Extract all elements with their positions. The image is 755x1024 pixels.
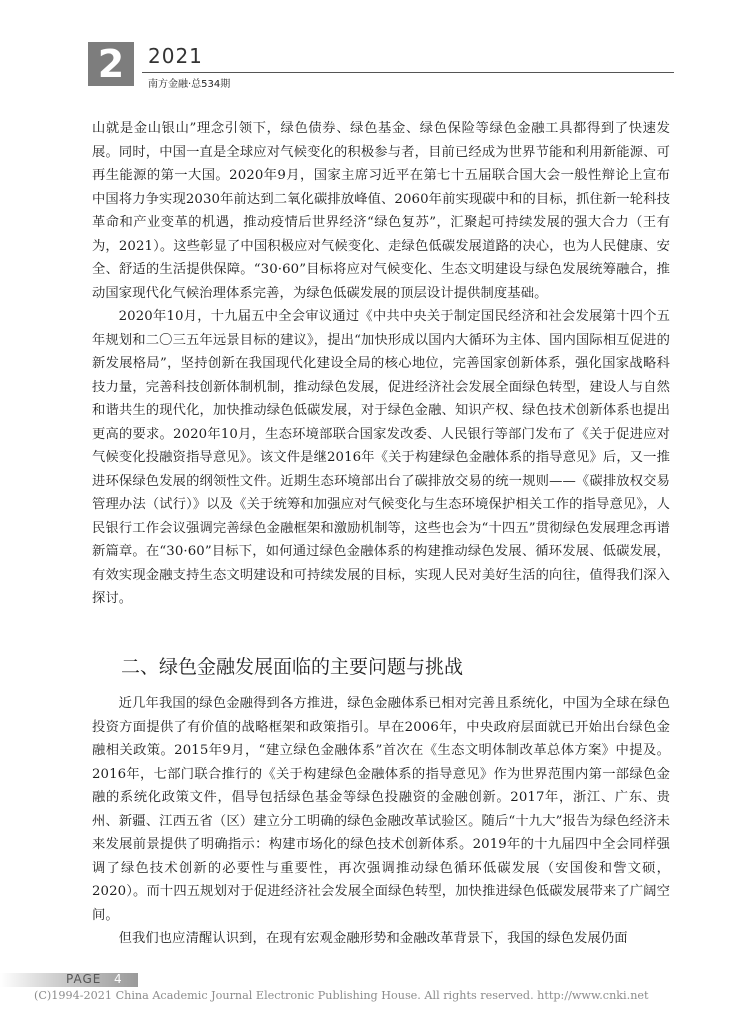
page-number: 4 [114,972,122,986]
journal-issue-label: 南方金融·总534期 [148,79,231,90]
paragraph: 但我们也应清醒认识到，在现有宏观金融形势和金融改革背景下，我国的绿色发展仍面 [118,931,628,946]
article-body-top [92,117,670,611]
paragraph: 2020年10月，十九届五中全会审议通过《中共中央关于制定国民经济和社会发展第十四个五年规划和二〇三五年远景目标的建议》，提出“加快形成以国内大循环为主体、国内国际相互促进的新发展格局”，坚持创新在我国现代化建设全局的核心地位，完善国家创新体系，强化国家战略科技力量，完善科技创新体制机制，推动绿色发展，促进经济社会发展全面绿色转型，建设人与自然和谐共生的现代化，加快推动绿色低碳发展，对于绿色金融、知识产权、绿色技术创新体系也提出更高的要求。2020年10月，生态环境部联合国家发改委、人民银行等部门发布了《关于促进应对气候变化投融资指导意见》。该文件是继2016年《关于构建绿色金融体系的指导意见》后，又一推进环保绿色发展的纲领性文件。近期生态环境部出台了碳排放交易的统一规则——《碳排放权交易管理办法（试行）》以及《关于统筹和加强应对气候变化与生态环境保护相关工作的指导意见》，人民银行工作会议强调完善绿色金融框架和激励机制等，这些也会为“十四五”贯彻绿色发展理念再谱新篇章。在“30·60”目标下，如何通过绿色金融体系的构建推动绿色发展、循环发展、低碳发展，有效实现金融支持生态文明建设和可持续发展的目标，实现人民对美好生活的向往，值得我们深入探讨。 [92,309,670,606]
paragraph: 近几年我国的绿色金融得到各方推进，绿色金融体系已相对完善且系统化，中国为全球在绿色投资方面提供了有价值的战略框架和政策指引。早在2006年，中央政府层面就已开始出台绿色金融相关政策。2015年9月，“建立绿色金融体系”首次在《生态文明体制改革总体方案》中提及。2016年，七部门联合推行的《关于构建绿色金融体系的指导意见》作为世界范围内第一部绿色金融的系统化政策文件，倡导包括绿色基金等绿色投融资的金融创新。2017年，浙江、广东、贵州、新疆、江西五省（区）建立分工明确的绿色金融改革试验区。随后“十九大”报告为绿色经济未来发展前景提供了明确指示：构建市场化的绿色技术创新体系。2019年的十九届四中全会同样强调了绿色技术创新的必要性与重要性，再次强调推动绿色循环低碳发展（安国俊和訾文硕，2020）。而十四五规划对于促进经济社会发展全面绿色转型，加快推进绿色低碳发展带来了广阔空间。 [92,696,670,923]
section-heading: 二、绿色金融发展面临的主要问题与挑战 [121,656,464,678]
header-divider [142,72,674,73]
paragraph-continued: 山就是金山银山”理念引领下，绿色债券、绿色基金、绿色保险等绿色金融工具都得到了快速发展。同时，中国一直是全球应对气候变化的积极参与者，目前已经成为世界节能和利用新能源、可再生能源的第一大国。2020年9月，国家主席习近平在第七十五届联合国大会一般性辩论上宣布中国将力争实现2030年前达到二氧化碳排放峰值、2060年前实现碳中和的目标，抓住新一轮科技革命和产业变革的机遇，推动疫情后世界经济“绿色复苏”，汇聚起可持续发展的强大合力（王有为，2021）。这些彰显了中国积极应对气候变化、走绿色低碳发展道路的决心，也为人民健康、安全、舒适的生活提供保障。“30·60”目标将应对气候变化、生态文明建设与绿色发展统筹融合，推动国家现代化气候治理体系完善，为绿色低碳发展的顶层设计提供制度基础。 [92,121,670,301]
article-body-bottom [92,692,670,951]
copyright-notice: (C)1994-2021 China Academic Journal Electronic Publishing House. All rights reserved. http://www.cnki.net [34,989,649,1002]
issue-number-badge: 2 [88,42,134,86]
page-label: PAGE [66,972,102,986]
issue-year: 2021 [148,44,203,68]
